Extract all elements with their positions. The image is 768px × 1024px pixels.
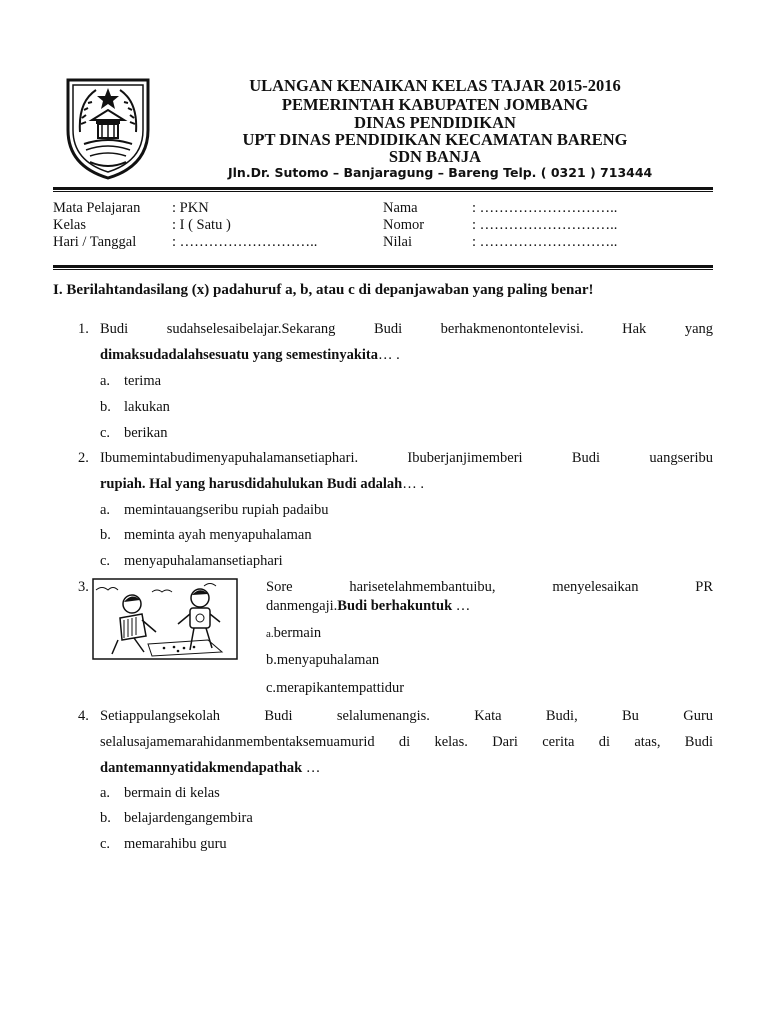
question-2-line-1: Ibumemintabudimenyapuhalamansetiaphari. Ibuberjanjimemberi Budi uangseribu bbox=[100, 450, 714, 466]
option-letter[interactable]: c. bbox=[100, 836, 111, 852]
children-playing-illustration bbox=[92, 578, 238, 660]
question-1-line-1: Budi sudahselesaibelajar.Sekarang Budi berhakmenontontelevisi. Hak yang bbox=[100, 321, 713, 337]
option-letter[interactable]: b. bbox=[100, 399, 111, 415]
question-2-line-2: rupiah. Hal yang harusdidahulukan Budi adalah… . bbox=[100, 476, 424, 492]
question-3-line-2: danmengaji.Budi berhakuntuk … bbox=[266, 598, 471, 614]
option-letter[interactable]: a. bbox=[100, 785, 111, 801]
option-letter[interactable]: a. bbox=[100, 502, 111, 518]
option-letter[interactable]: b. bbox=[100, 527, 111, 543]
class-label: Kelas bbox=[53, 217, 87, 233]
option-text[interactable]: a.bermain bbox=[266, 625, 322, 641]
option-text[interactable]: c.merapikantempattidur bbox=[266, 680, 405, 696]
subject-label: Mata Pelajaran bbox=[53, 200, 141, 216]
option-text[interactable]: meminta ayah menyapuhalaman bbox=[124, 527, 312, 543]
question-1-line-2: dimaksudadalahsesuatu yang semestinyakita… . bbox=[100, 347, 400, 363]
school-name: SDN BANJA bbox=[388, 147, 482, 166]
class-value: : I ( Satu ) bbox=[172, 217, 231, 233]
header-divider-thin bbox=[53, 191, 713, 192]
exam-title: ULANGAN KENAIKAN KELAS TAJAR 2015-2016 bbox=[249, 76, 621, 95]
option-text[interactable]: memarahibu guru bbox=[124, 836, 227, 852]
option-letter[interactable]: a. bbox=[100, 373, 111, 389]
question-3-line-1: Sore harisetelahmembantuibu, menyelesaikan PR bbox=[266, 579, 714, 595]
question-number: 1. bbox=[78, 321, 89, 337]
option-text[interactable]: b.menyapuhalaman bbox=[266, 652, 380, 668]
option-text[interactable]: bermain di kelas bbox=[124, 785, 220, 801]
identity-divider-thin bbox=[53, 269, 713, 270]
option-text[interactable]: berikan bbox=[124, 425, 168, 441]
section-instruction: I. Berilahtandasilang (x) padahuruf a, b, atau c di depanjawaban yang paling benar! bbox=[53, 282, 594, 298]
option-text[interactable]: terima bbox=[124, 373, 162, 389]
option-text[interactable]: menyapuhalamansetiaphari bbox=[124, 553, 283, 569]
identity-divider bbox=[53, 265, 713, 268]
regency-emblem-logo bbox=[60, 74, 156, 180]
district-office-name: UPT DINAS PENDIDIKAN KECAMATAN BARENG bbox=[242, 130, 628, 149]
school-address: Jln.Dr. Sutomo – Banjaragung – Bareng Telp. ( 0321 ) 713444 bbox=[228, 165, 653, 180]
question-number: 2. bbox=[78, 450, 89, 466]
option-letter[interactable]: c. bbox=[100, 425, 111, 441]
option-letter[interactable]: b. bbox=[100, 810, 111, 826]
option-text[interactable]: lakukan bbox=[124, 399, 170, 415]
question-4-line-1: Setiappulangsekolah Budi selalumenangis. Kata Budi, Bu Guru bbox=[100, 708, 714, 724]
score-label: Nilai bbox=[383, 234, 412, 250]
date-label: Hari / Tanggal bbox=[53, 234, 137, 250]
question-4-line-2: selalusajamemarahidanmembentaksemuamurid di kelas. Dari cerita di atas, Budi bbox=[100, 734, 713, 750]
question-4-line-3: dantemannyatidakmendapathak … bbox=[100, 760, 321, 776]
option-text[interactable]: memintauangseribu rupiah padaibu bbox=[124, 502, 329, 518]
subject-value: : PKN bbox=[172, 200, 209, 216]
question-number: 3. bbox=[78, 579, 89, 595]
option-text[interactable]: belajardengangembira bbox=[124, 810, 253, 826]
government-name: PEMERINTAH KABUPATEN JOMBANG bbox=[281, 95, 589, 114]
office-name: DINAS PENDIDIKAN bbox=[354, 113, 516, 132]
number-field[interactable]: : ……………………….. bbox=[472, 217, 618, 233]
question-number: 4. bbox=[78, 708, 89, 724]
score-field[interactable]: : ……………………….. bbox=[472, 234, 618, 250]
date-field[interactable]: : ……………………….. bbox=[172, 234, 318, 250]
number-label: Nomor bbox=[383, 217, 425, 233]
header-divider bbox=[53, 187, 713, 190]
name-label: Nama bbox=[383, 200, 418, 216]
name-field[interactable]: : ……………………….. bbox=[472, 200, 618, 216]
option-letter[interactable]: c. bbox=[100, 553, 111, 569]
